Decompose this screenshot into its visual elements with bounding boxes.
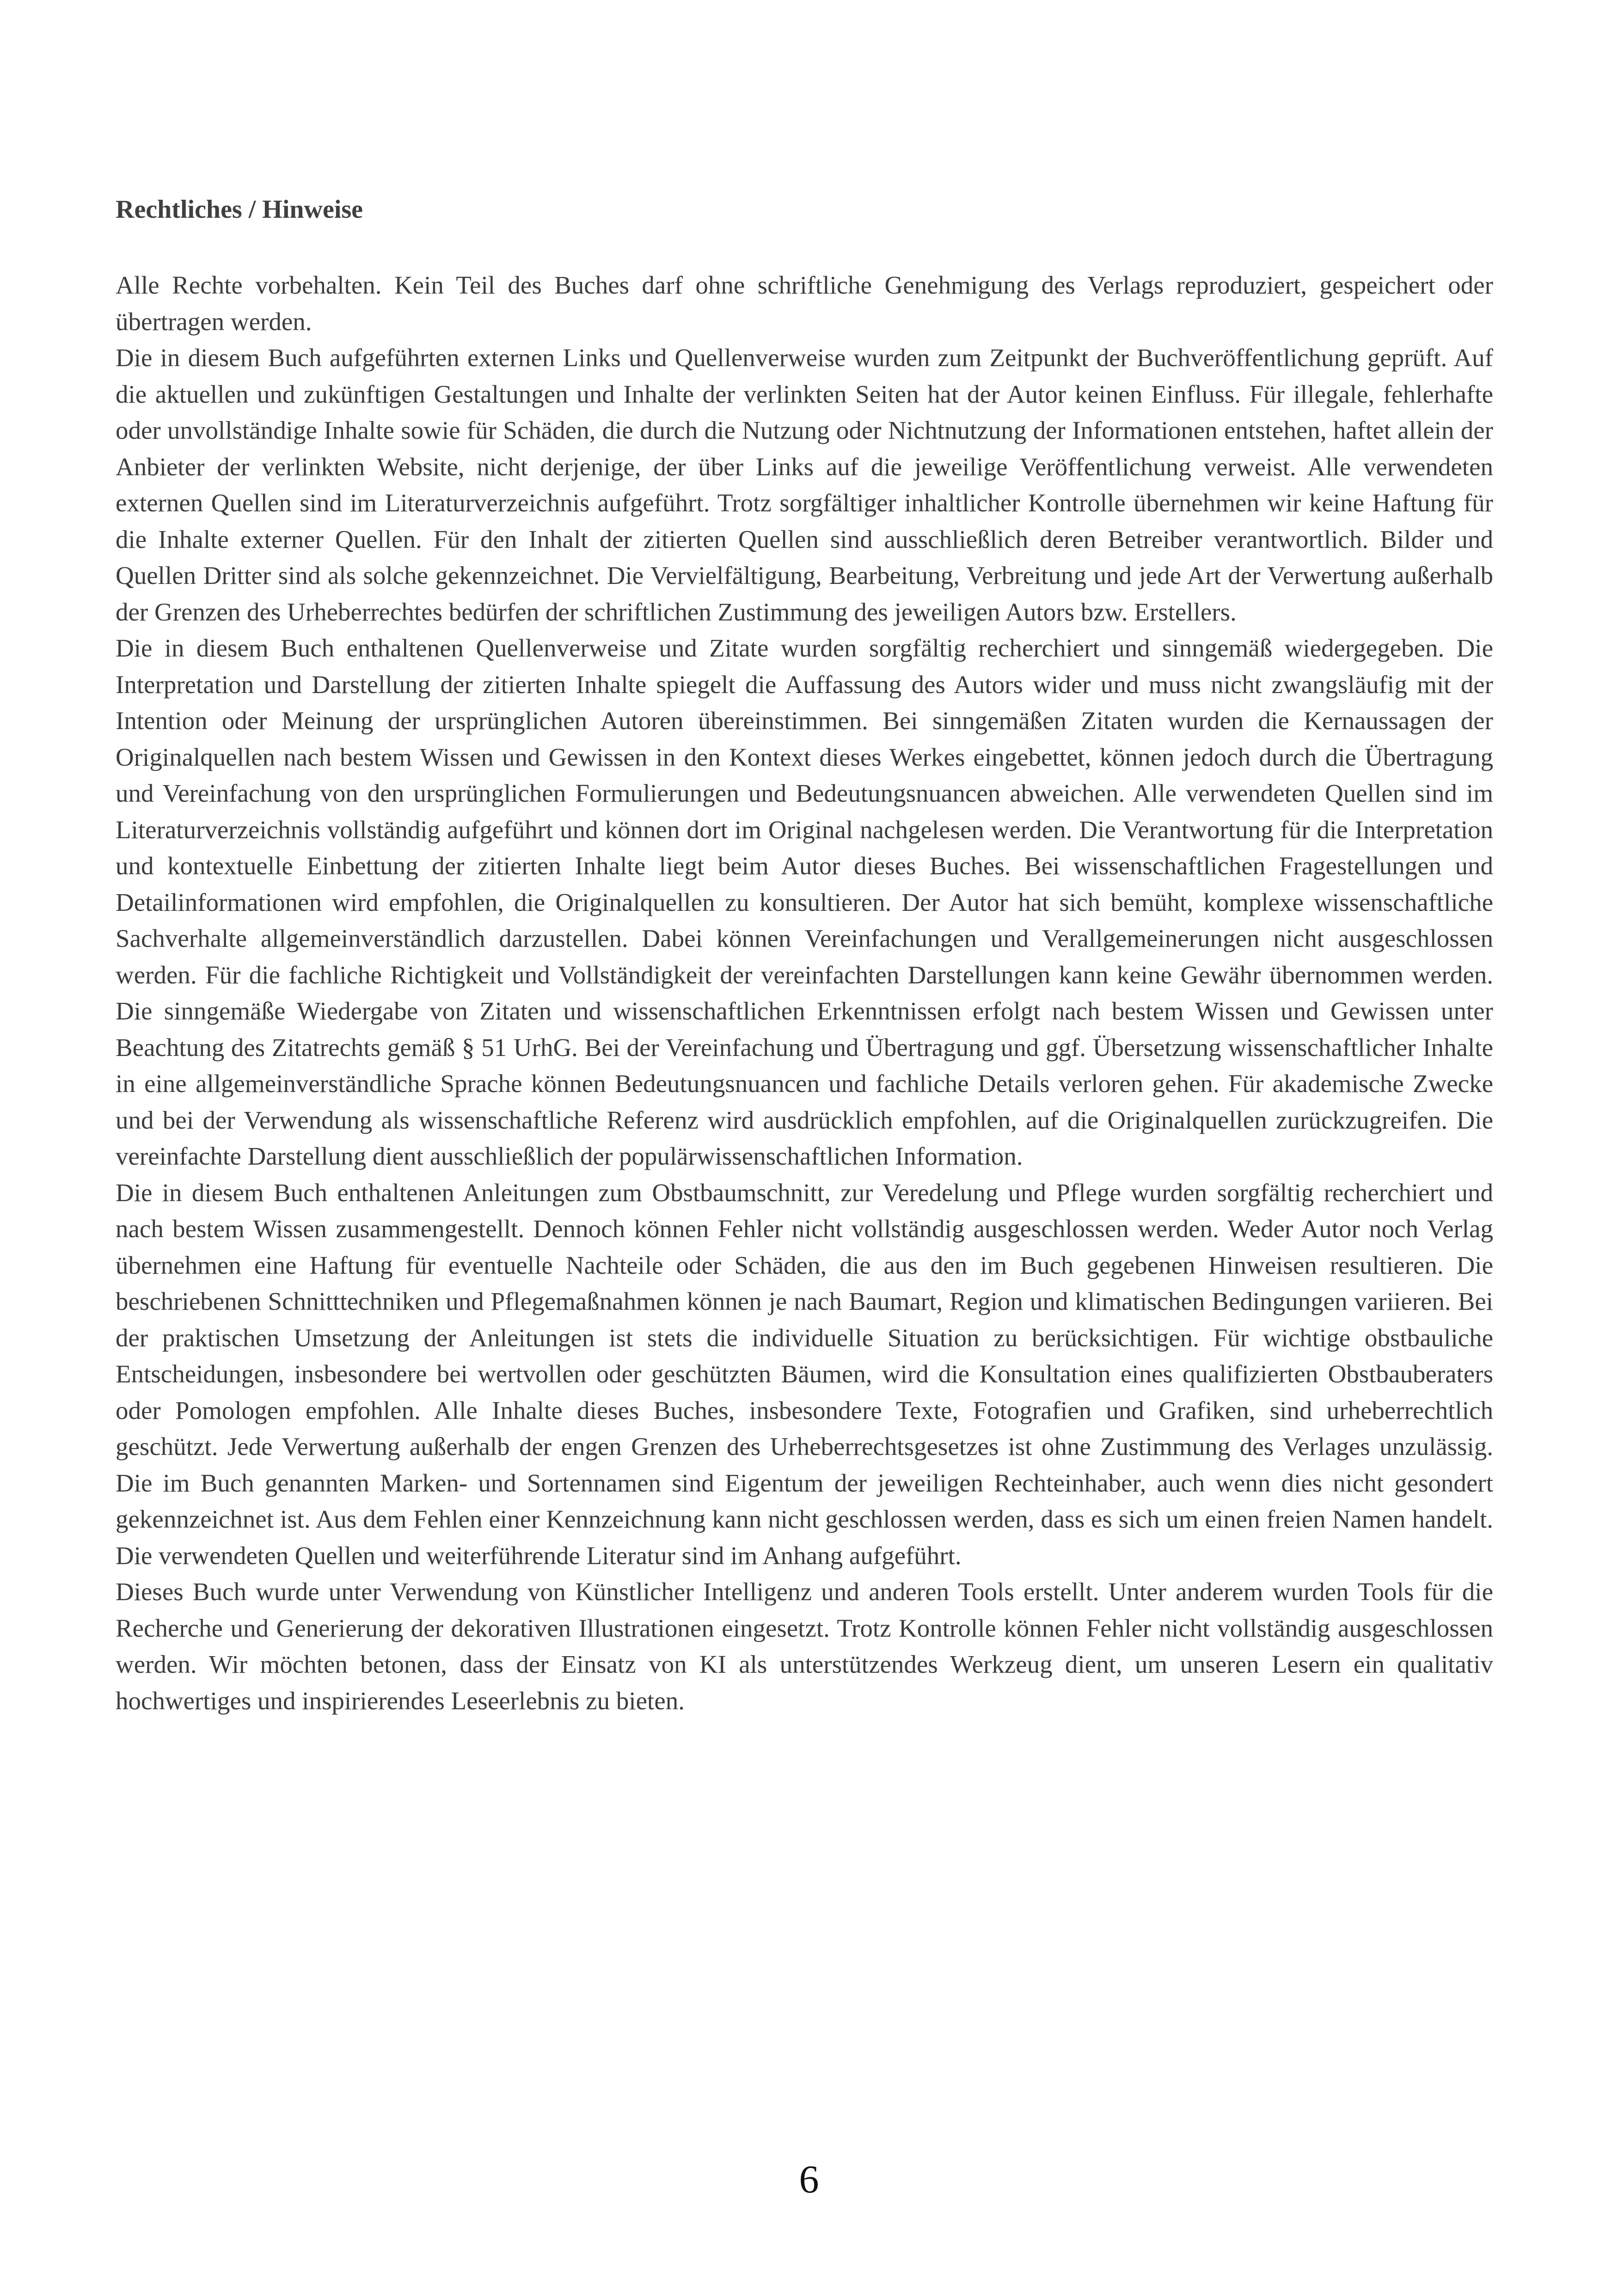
paragraph-ai-notice: Dieses Buch wurde unter Verwendung von Künstlicher Intelligenz und anderen Tools erstellt. Unter anderem wurden Tools für die Recherche und Generierung der dekorativen Illustrationen eingesetzt. Trotz Kontrolle können Fehler nicht vollständig ausgeschlossen werden. Wir möchten betonen, dass der Einsatz von KI als unterstützendes Werkzeug dient, um unseren Lesern ein qualitativ hochwertiges und inspirierendes Leseerlebnis zu bieten. (116, 1578, 1493, 1715)
section-heading: Rechtliches / Hinweise (116, 195, 363, 224)
legal-notice-text (116, 267, 1493, 1719)
paragraph-instructions-disclaimer: Die in diesem Buch enthaltenen Anleitungen zum Obstbaumschnitt, zur Veredelung und Pflege wurden sorgfältig recherchiert und nach bestem Wissen zusammengestellt. Dennoch können Fehler nicht vollständig ausgeschlossen werden. Weder Autor noch Verlag übernehmen eine Haftung für eventuelle Nachteile oder Schäden, die aus den im Buch gegebenen Hinweisen resultieren. Die beschriebenen Schnitttechniken und Pflegemaßnahmen können je nach Baumart, Region und klimatischen Bedingungen variieren. Bei der praktischen Umsetzung der Anleitungen ist stets die individuelle Situation zu berücksichtigen. Für wichtige obstbauliche Entscheidungen, insbesondere bei wertvollen oder geschützten Bäumen, wird die Konsultation eines qualifizierten Obstbauberaters oder Pomologen empfohlen. Alle Inhalte dieses Buches, insbesondere Texte, Fotografien und Grafiken, sind urheberrechtlich geschützt. Jede Verwertung außerhalb der engen Grenzen des Urheberrechtsgesetzes ist ohne Zustimmung des Verlages unzulässig. Die im Buch genannten Marken- und Sortennamen sind Eigentum der jeweiligen Rechteinhaber, auch wenn dies nicht gesondert gekennzeichnet ist. Aus dem Fehlen einer Kennzeichnung kann nicht geschlossen werden, dass es sich um einen freien Namen handelt. Die verwendeten Quellen und weiterführende Literatur sind im Anhang aufgeführt. (116, 1178, 1493, 1570)
paragraph-rights: Alle Rechte vorbehalten. Kein Teil des Buches darf ohne schriftliche Genehmigung des Verlags reproduziert, gespeichert oder übertragen werden. (116, 271, 1493, 336)
page-number: 6 (799, 2157, 819, 2201)
paragraph-citations: Die in diesem Buch enthaltenen Quellenverweise und Zitate wurden sorgfältig recherchiert und sinngemäß wiedergegeben. Die Interpretation und Darstellung der zitierten Inhalte spiegelt die Auffassung des Autors wider und muss nicht zwangsläufig mit der Intention oder Meinung der ursprünglichen Autoren übereinstimmen. Bei sinngemäßen Zitaten wurden die Kernaussagen der Originalquellen nach bestem Wissen und Gewissen in den Kontext dieses Werkes eingebettet, können jedoch durch die Übertragung und Vereinfachung von den ursprünglichen Formulierungen und Bedeutungsnuancen abweichen. Alle verwendeten Quellen sind im Literaturverzeichnis vollständig aufgeführt und können dort im Original nachgelesen werden. Die Verantwortung für die Interpretation und kontextuelle Einbettung der zitierten Inhalte liegt beim Autor dieses Buches. Bei wissenschaftlichen Fragestellungen und Detailinformationen wird empfohlen, die Originalquellen zu konsultieren. Der Autor hat sich bemüht, komplexe wissenschaftliche Sachverhalte allgemeinverständlich darzustellen. Dabei können Vereinfachungen und Verallgemeinerungen nicht ausgeschlossen werden. Für die fachliche Richtigkeit und Vollständigkeit der vereinfachten Darstellungen kann keine Gewähr übernommen werden. Die sinngemäße Wiedergabe von Zitaten und wissenschaftlichen Erkenntnissen erfolgt nach bestem Wissen und Gewissen unter Beachtung des Zitatrechts gemäß § 51 UrhG. Bei der Vereinfachung und Übertragung und ggf. Übersetzung wissenschaftlicher Inhalte in eine allgemeinverständliche Sprache können Bedeutungsnuancen und fachliche Details verloren gehen. Für akademische Zwecke und bei der Verwendung als wissenschaftliche Referenz wird ausdrücklich empfohlen, auf die Originalquellen zurückzugreifen. Die vereinfachte Darstellung dient ausschließlich der populärwissenschaftlichen Information. (116, 634, 1493, 1170)
paragraph-external-links: Die in diesem Buch aufgeführten externen Links und Quellenverweise wurden zum Zeitpunkt der Buchveröffentlichung geprüft. Auf die aktuellen und zukünftigen Gestaltungen und Inhalte der verlinkten Seiten hat der Autor keinen Einfluss. Für illegale, fehlerhafte oder unvollständige Inhalte sowie für Schäden, die durch die Nutzung oder Nichtnutzung der Informationen entstehen, haftet allein der Anbieter der verlinkten Website, nicht derjenige, der über Links auf die jeweilige Veröffentlichung verweist. Alle verwendeten externen Quellen sind im Literaturverzeichnis aufgeführt. Trotz sorgfältiger inhaltlicher Kontrolle übernehmen wir keine Haftung für die Inhalte externer Quellen. Für den Inhalt der zitierten Quellen sind ausschließlich deren Betreiber verantwortlich. Bilder und Quellen Dritter sind als solche gekennzeichnet. Die Vervielfältigung, Bearbeitung, Verbreitung und jede Art der Verwertung außerhalb der Grenzen des Urheberrechtes bedürfen der schriftlichen Zustimmung des jeweiligen Autors bzw. Erstellers. (116, 344, 1493, 626)
